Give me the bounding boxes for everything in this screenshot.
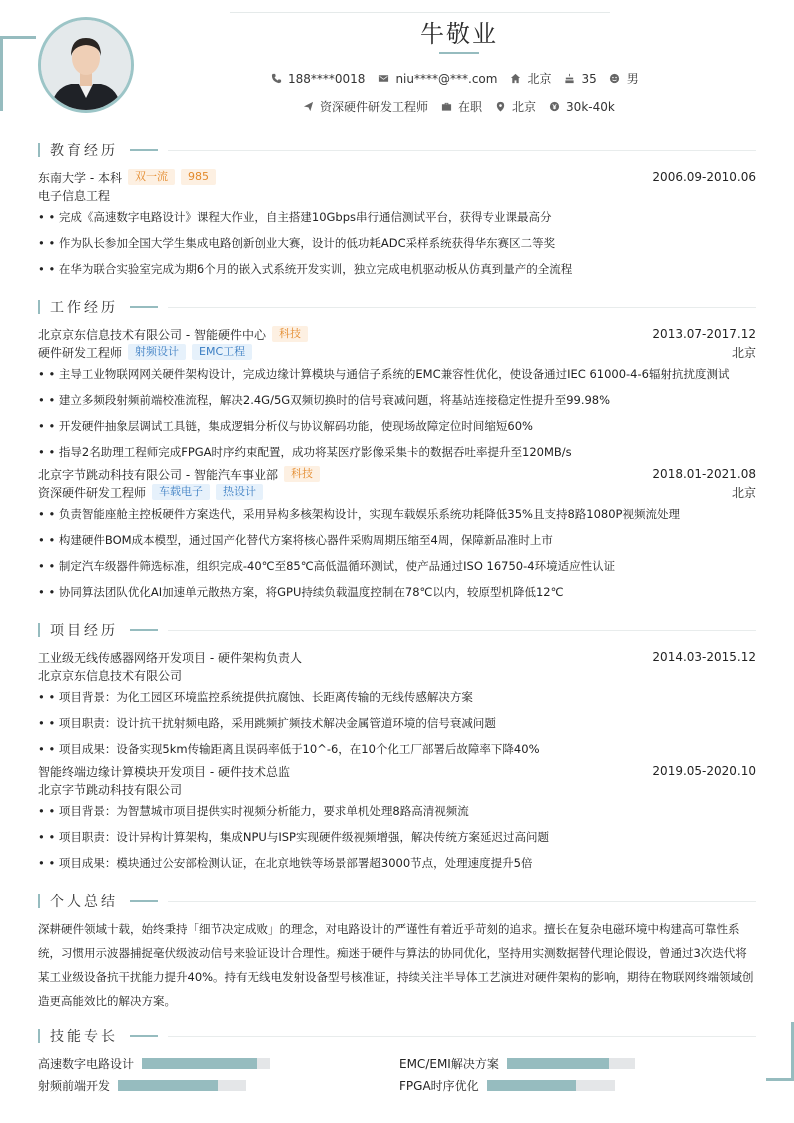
phone-icon bbox=[270, 73, 282, 85]
email-address: niu****@***.com bbox=[395, 71, 498, 86]
skills-section bbox=[38, 1026, 756, 1098]
project-entry bbox=[38, 762, 756, 876]
salary-item bbox=[548, 100, 615, 114]
project-period: 2014.03-2015.12 bbox=[652, 650, 756, 664]
job-intention-row bbox=[302, 98, 627, 115]
skill-item bbox=[399, 1076, 615, 1094]
work-section bbox=[38, 297, 756, 605]
education-section bbox=[38, 140, 756, 282]
list-item: • • 作为队长参加全国大学生集成电路创新创业大赛，设计的低功耗ADC采样系统获得华东赛区二等奖 bbox=[38, 236, 556, 250]
skill-level-bar bbox=[487, 1080, 615, 1091]
section-title: 技能专长 bbox=[50, 1029, 118, 1045]
candidate-name: 牛敬业 bbox=[420, 20, 498, 48]
skill-tag: 射频设计 bbox=[128, 344, 186, 360]
skill-name: FPGA时序优化 bbox=[399, 1078, 479, 1093]
city: 北京 bbox=[527, 72, 552, 86]
employment-status: 在职 bbox=[458, 100, 483, 114]
section-title: 个人总结 bbox=[50, 894, 118, 910]
section-header bbox=[38, 140, 756, 160]
project-company: 北京字节跳动科技有限公司 bbox=[38, 782, 183, 797]
skill-name: 射频前端开发 bbox=[38, 1078, 111, 1093]
summary-section bbox=[38, 891, 756, 1013]
skill-level-bar bbox=[142, 1058, 270, 1069]
list-item: • • 项目成果：模块通过公安部检测认证，在北京地铁等场景部署超3000节点，处理速度提升5倍 bbox=[38, 856, 533, 870]
skill-level-bar bbox=[118, 1080, 246, 1091]
money-icon bbox=[548, 101, 560, 113]
job-role: 资深硬件研发工程师 bbox=[38, 485, 147, 500]
gender: 男 bbox=[626, 72, 639, 86]
phone-item bbox=[270, 72, 365, 86]
skill-level-bar bbox=[507, 1058, 635, 1069]
target-position-item bbox=[302, 98, 428, 115]
briefcase-icon bbox=[440, 101, 452, 113]
cake-icon bbox=[563, 73, 575, 85]
age: 35 bbox=[581, 71, 597, 86]
job-period: 2013.07-2017.12 bbox=[652, 327, 756, 341]
skill-item bbox=[38, 1076, 246, 1094]
list-item: • • 在华为联合实验室完成为期6个月的嵌入式系统开发实训，独立完成电机驱动板从仿真到量产的全流程 bbox=[38, 262, 573, 276]
target-city: 北京 bbox=[512, 100, 537, 114]
summary-text: 深耕硬件领域十载，始终秉持「细节决定成败」的理念，对电路设计的严谨性有着近乎苛刻的追求。擅长在复杂电磁环境中构建高可靠性系统，习惯用示波器捕捉毫伏级波动信号来验证设计合理性。痴迷于硬件与算法的协同优化，坚持用实测数据替代理论假设，曾通过3次迭代将某工业级设备抗干扰能力提升40%。持有无线电发射设备型号核准证，持续关注半导体工艺演进对硬件架构的影响，期待在物联网终端领域创造更高能效比的解决方案。 bbox=[38, 922, 754, 1008]
school-name: 东南大学 - 本科 bbox=[38, 170, 122, 185]
gender-icon bbox=[609, 73, 621, 85]
corner-decoration-bottom-right bbox=[766, 1022, 794, 1081]
school-tag: 双一流 bbox=[128, 169, 175, 185]
project-entry bbox=[38, 648, 756, 762]
home-icon bbox=[509, 73, 521, 85]
job-role: 硬件研发工程师 bbox=[38, 345, 123, 360]
list-item: • • 项目职责：设计抗干扰射频电路，采用跳频扩频技术解决金属管道环境的信号衰减问题 bbox=[38, 716, 496, 730]
projects-section bbox=[38, 620, 756, 876]
skill-name: EMC/EMI解决方案 bbox=[399, 1056, 499, 1071]
phone-number: 188****0018 bbox=[288, 71, 366, 86]
job-entry bbox=[38, 465, 756, 605]
list-item: • • 指导2名助理工程师完成FPGA时序约束配置，成功将某医疗影像采集卡的数据吞吐率提升至120MB/s bbox=[38, 445, 572, 459]
skill-tag: EMC工程 bbox=[192, 344, 252, 360]
list-item: • • 建立多频段射频前端校准流程，解决2.4G/5G双频切换时的信号衰减问题，将基站连接稳定性提升至99.98% bbox=[38, 393, 611, 407]
top-divider bbox=[230, 12, 610, 13]
list-item: • • 项目背景：为智慧城市项目提供实时视频分析能力，要求单机处理8路高清视频流 bbox=[38, 804, 469, 818]
company-name: 北京字节跳动科技有限公司 - 智能汽车事业部 bbox=[38, 467, 278, 482]
skill-item bbox=[399, 1054, 635, 1072]
section-header bbox=[38, 620, 756, 640]
job-period: 2018.01-2021.08 bbox=[652, 467, 756, 481]
target-city-item bbox=[494, 98, 536, 115]
education-header-row bbox=[38, 168, 756, 186]
gender-item bbox=[609, 70, 639, 87]
project-name: 工业级无线传感器网络开发项目 - 硬件架构负责人 bbox=[38, 650, 302, 665]
send-icon bbox=[302, 101, 314, 113]
status-item bbox=[440, 98, 482, 115]
major: 电子信息工程 bbox=[38, 188, 111, 203]
skills-list bbox=[38, 1054, 756, 1098]
section-title: 工作经历 bbox=[50, 300, 118, 316]
skill-tag: 热设计 bbox=[216, 484, 263, 500]
email-icon bbox=[377, 73, 389, 85]
section-title: 教育经历 bbox=[50, 143, 118, 159]
education-period: 2006.09-2010.06 bbox=[652, 170, 756, 184]
email-item bbox=[377, 72, 497, 86]
list-item: • • 协同算法团队优化AI加速单元散热方案，将GPU持续负载温度控制在78℃以内，较原型机降低12℃ bbox=[38, 585, 564, 599]
list-item: • • 构建硬件BOM成本模型，通过国产化替代方案将核心器件采购周期压缩至4周，保障新品准时上市 bbox=[38, 533, 553, 547]
list-item: • • 制定汽车级器件筛选标准，组织完成-40℃至85℃高低温循环测试，使产品通过ISO 16750-4环境适应性认证 bbox=[38, 559, 616, 573]
job-location: 北京 bbox=[731, 485, 756, 500]
section-header bbox=[38, 1026, 756, 1046]
contact-row bbox=[270, 70, 651, 87]
section-header bbox=[38, 297, 756, 317]
section-header bbox=[38, 891, 756, 911]
project-period: 2019.05-2020.10 bbox=[652, 764, 756, 778]
skill-tag: 车载电子 bbox=[152, 484, 210, 500]
list-item: • • 开发硬件抽象层调试工具链，集成逻辑分析仪与协议解码功能，使现场故障定位时间缩短60% bbox=[38, 419, 533, 433]
job-entry bbox=[38, 325, 756, 465]
city-item bbox=[509, 70, 551, 87]
location-icon bbox=[494, 101, 506, 113]
job-location: 北京 bbox=[731, 345, 756, 360]
list-item: • • 项目背景：为化工园区环境监控系统提供抗腐蚀、长距离传输的无线传感解决方案 bbox=[38, 690, 473, 704]
project-name: 智能终端边缘计算模块开发项目 - 硬件技术总监 bbox=[38, 764, 290, 779]
major-row bbox=[38, 186, 756, 204]
list-item: • • 项目职责：设计异构计算架构，集成NPU与ISP实现硬件级视频增强，解决传统方案延迟过高问题 bbox=[38, 830, 549, 844]
company-name: 北京京东信息技术有限公司 - 智能硬件中心 bbox=[38, 327, 266, 342]
school-tag: 985 bbox=[181, 169, 216, 185]
section-title: 项目经历 bbox=[50, 623, 118, 639]
project-company: 北京京东信息技术有限公司 bbox=[38, 668, 183, 683]
name-underline bbox=[439, 52, 479, 54]
list-item: • • 完成《高速数字电路设计》课程大作业，自主搭建10Gbps串行通信测试平台，获得专业课最高分 bbox=[38, 210, 552, 224]
list-item: • • 项目成果：设备实现5km传输距离且误码率低于10^-6，在10个化工厂部署后故障率下降40% bbox=[38, 742, 540, 756]
target-position: 资深硬件研发工程师 bbox=[320, 100, 429, 114]
skill-name: 高速数字电路设计 bbox=[38, 1056, 135, 1071]
age-item bbox=[563, 72, 596, 86]
industry-tag: 科技 bbox=[272, 326, 308, 342]
skill-item bbox=[38, 1054, 270, 1072]
list-item: • • 负责智能座舱主控板硬件方案迭代，采用异构多核架构设计，实现车载娱乐系统功耗降低35%且支持8路1080P视频流处理 bbox=[38, 507, 680, 521]
salary: 30k-40k bbox=[566, 99, 615, 114]
industry-tag: 科技 bbox=[284, 466, 320, 482]
list-item: • • 主导工业物联网网关硬件架构设计，完成边缘计算模块与通信子系统的EMC兼容性优化，使设备通过IEC 61000-4-6辐射抗扰度测试 bbox=[38, 367, 730, 381]
